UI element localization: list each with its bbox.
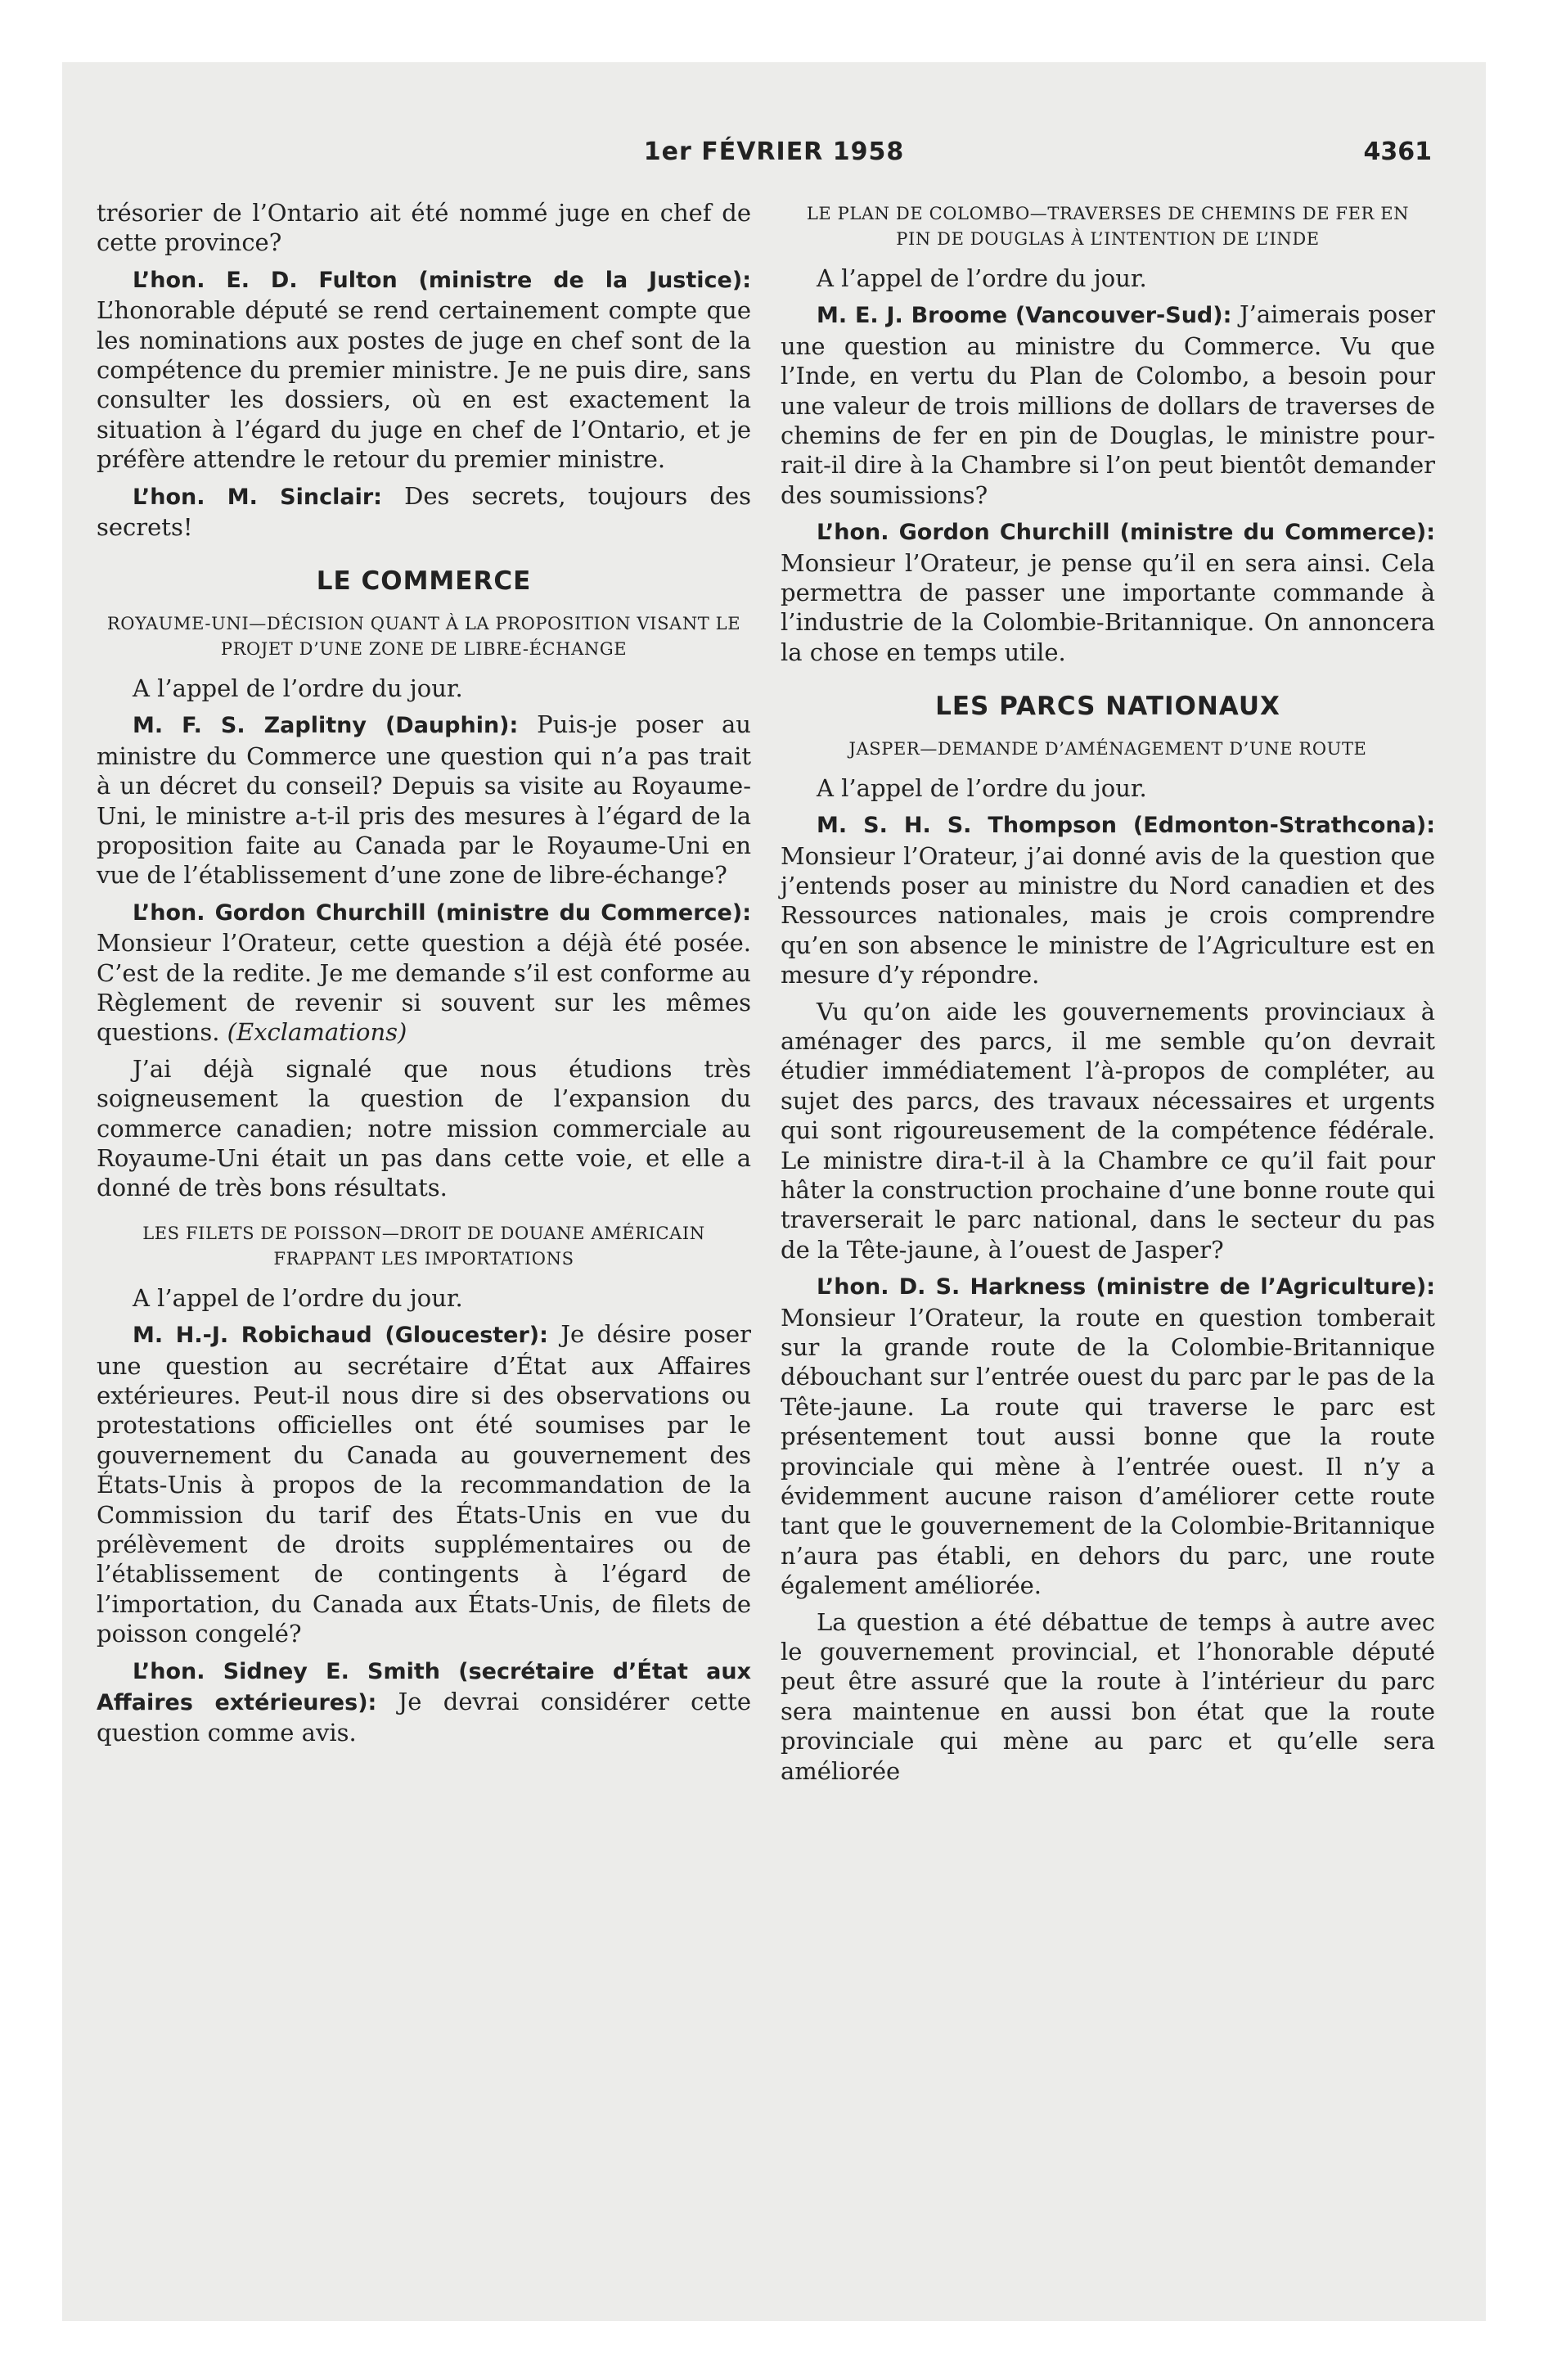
paragraph: A l’appel de l’ordre du jour. bbox=[817, 264, 1147, 292]
page-number: 4361 bbox=[1363, 137, 1432, 166]
speech-text: Monsieur l’Orateur, cette question a déjà été posée. C’est de la redite. Je me demande s’il est conforme au Règlement de revenir si souvent sur les mêmes questions. bbox=[97, 929, 751, 1047]
speaker-name: L’hon. Gordon Churchill (ministre du Commerce): bbox=[817, 520, 1435, 546]
paragraph: J’ai déjà signalé que nous étudions très soigneusement la question de l’expansion du commerce canadien; notre mission commerciale au Royaume-Uni était un pas dans cette voie, et elle a donné de très bons résultats. bbox=[97, 1054, 751, 1202]
speaker-name: M. S. H. S. Thompson (Edmonton-Strathcona): bbox=[817, 813, 1435, 839]
right-column bbox=[781, 198, 1435, 1792]
paragraph: A l’appel de l’ordre du jour. bbox=[133, 1283, 463, 1312]
speaker-name: M. E. J. Broome (Vancouver-Sud): bbox=[817, 303, 1232, 329]
speech-text: Monsieur l’Orateur, la route en question tomberait sur la grande route de la Colombie-Britannique débouchant sur l’entrée ouest du parc par le pas de la Tête-jaune. La route qui traverse le parc est présentement tout aussi bonne que la route provinciale qui mène à l’entrée ouest. Il n’y a évidemment aucune raison d’améliorer cette route tant que le gouvernement de la Colombie-Britannique n’aura pas établi, en dehors du parc, une route également améliorée. bbox=[781, 1303, 1435, 1600]
paragraph bbox=[97, 897, 751, 1048]
left-column bbox=[97, 198, 751, 1755]
speech-text: J’aimerais poser une question au ministre du Commerce. Vu que l’Inde, en vertu du Plan de Colombo, a besoin pour une valeur de trois millions de dollars de traverses de chemins de fer en pin de Douglas, le ministre pourrait-il dire à la Chambre si l’on peut bientôt demander des soumissions? bbox=[781, 300, 1435, 509]
section-heading: LE COMMERCE bbox=[316, 566, 532, 597]
paragraph: La question a été débattue de temps à autre avec le gouvernement provincial, et l’honorable député peut être assuré que la route à l’intérieur du parc sera maintenue en aussi bon état que la route provinciale qui mène au parc et qu’elle sera améliorée bbox=[781, 1607, 1435, 1785]
paragraph: A l’appel de l’ordre du jour. bbox=[817, 773, 1147, 802]
paragraph bbox=[97, 710, 751, 890]
paragraph bbox=[97, 264, 751, 475]
paragraph bbox=[781, 516, 1435, 667]
section-heading: LES PARCS NATIONAUX bbox=[935, 692, 1280, 722]
paragraph bbox=[781, 809, 1435, 989]
paragraph bbox=[97, 1319, 751, 1648]
speech-text: Je désire poser une question au secrétaire d’État aux Affaires extérieures. Peut-il nous dire si des observations ou protestations officielles ont été soumises par le gouvernement du Canada au gouvernement des États-Unis à propos de la recommandation de la Commission du tarif des États-Unis en vue du prélèvement de droits supplémentaires ou de l’établissement de contingents à l’égard de l’importation, du Canada aux États-Unis, de filets de poisson congelé? bbox=[97, 1320, 751, 1648]
running-header bbox=[62, 137, 1486, 187]
paragraph bbox=[781, 1271, 1435, 1600]
speaker-name: L’hon. D. S. Harkness (ministre de l’Agriculture): bbox=[817, 1274, 1435, 1300]
speaker-name: L’hon. M. Sinclair: bbox=[133, 484, 382, 510]
paragraph bbox=[781, 300, 1435, 510]
speech-text: Des secrets, toujours des secrets! bbox=[97, 481, 752, 542]
paragraph: Vu qu’on aide les gouvernements provinciaux à aménager des parcs, il me semble qu’on devrait étudier immédiatement l’à-propos de compléter, au sujet des parcs, des travaux nécessaires et urgents qui sont rigoureusement de la compétence fédérale. Le ministre dira-t-il à la Chambre ce qu’il fait pour hâter la construction prochaine d’une bonne route qui traverserait le parc national, dans le secteur du pas de la Tête-jaune, à l’ouest de Jasper? bbox=[781, 997, 1435, 1264]
speech-text: Monsieur l’Orateur, j’ai donné avis de la question que j’entends poser au ministre du Nord canadien et des Ressources nationales, mais je crois comprendre qu’en son absence le ministre de l’Agriculture est en mesure d’y répondre. bbox=[781, 841, 1435, 989]
speaker-name: L’hon. Gordon Churchill (ministre du Commerce): bbox=[133, 899, 751, 926]
speech-text: Puis-je poser au ministre du Commerce une question qui n’a pas trait à un décret du conseil? Depuis sa visite au Royaume-Uni, le ministre a-t-il pris des mesures à l’égard de la proposition faite au Canada par le Royaume-Uni en vue de l’établissement d’une zone de libre-échange? bbox=[97, 710, 751, 890]
header-date: 1er FÉVRIER 1958 bbox=[643, 137, 905, 166]
subsection-heading: JASPER—DEMANDE D’AMÉNAGEMENT D’UNE ROUTE bbox=[848, 738, 1367, 759]
speaker-name: M. F. S. Zaplitny (Dauphin): bbox=[133, 713, 519, 739]
paragraph: trésorier de l’Ontario ait été nommé juge en chef de cette province? bbox=[97, 199, 751, 257]
paragraph bbox=[97, 481, 751, 543]
speech-text: Je devrai considérer cette question comme avis. bbox=[97, 1688, 751, 1747]
paragraph bbox=[97, 1656, 751, 1748]
scanned-page bbox=[62, 62, 1486, 2321]
speaker-name: L’hon. Sidney E. Smith (secrétaire d’État aux Affaires extérieures): bbox=[97, 1658, 751, 1716]
speech-text: Monsieur l’Orateur, je pense qu’il en sera ainsi. Cela permettra de passer une importante commande à l’industrie de la Colombie-Britannique. On annoncera la chose en temps utile. bbox=[781, 548, 1435, 666]
subsection-heading: LES FILETS DE POISSON—DROIT DE DOUANE AMÉRICAIN FRAPPANT LES IMPORTATIONS bbox=[142, 1223, 705, 1269]
speaker-name: L’hon. E. D. Fulton (ministre de la Justice): bbox=[133, 267, 751, 293]
subsection-heading: LE PLAN DE COLOMBO—TRAVERSES DE CHEMINS DE FER EN PIN DE DOUGLAS À L’INTENTION DE L’INDE bbox=[806, 204, 1410, 249]
speech-text: L’honorable député se rend certainement compte que les nominations aux postes de juge en chef sont de la compétence du premier ministre. Je ne puis dire, sans consulter les dossiers, où en est exactement la situation à l’égard du juge en chef de l’Ontario, et je préfère attendre le retour du premier ministre. bbox=[97, 296, 751, 474]
paragraph: A l’appel de l’ordre du jour. bbox=[133, 674, 463, 702]
speaker-name: M. H.-J. Robichaud (Gloucester): bbox=[133, 1323, 548, 1349]
subsection-heading: ROYAUME-UNI—DÉCISION QUANT À LA PROPOSITION VISANT LE PROJET D’UNE ZONE DE LIBRE-ÉCHANGE bbox=[106, 613, 741, 659]
stage-direction: (Exclamations) bbox=[227, 1018, 407, 1047]
